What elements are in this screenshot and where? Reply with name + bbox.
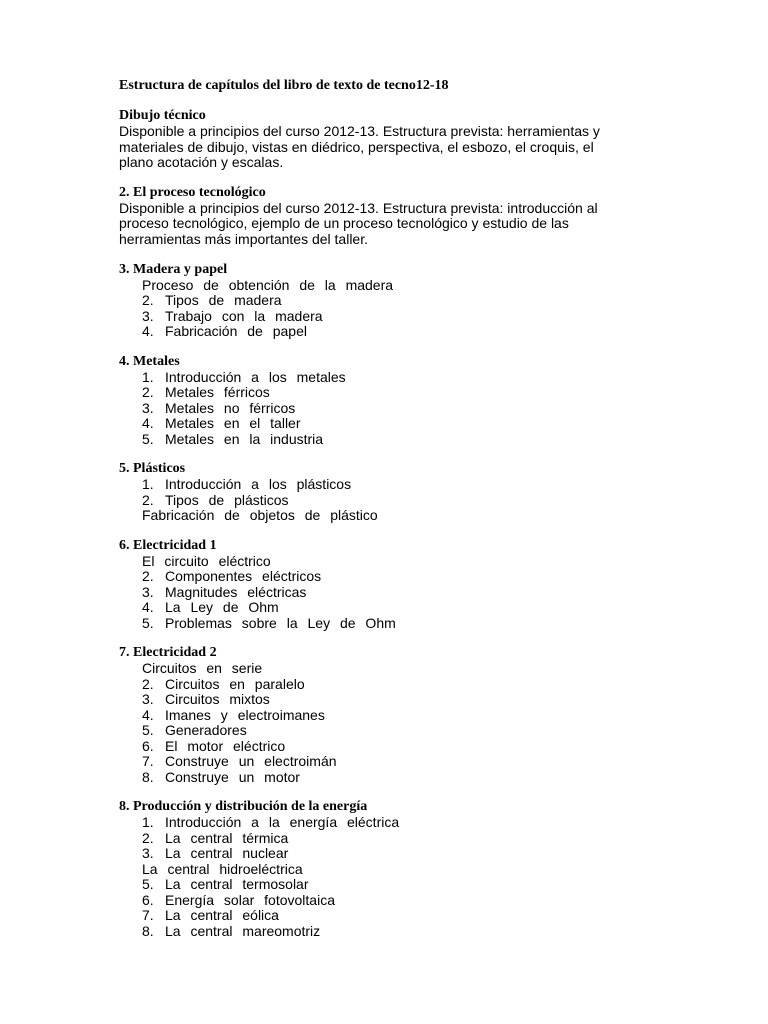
list-item	[119, 600, 679, 616]
list-item-text: Generadores	[165, 722, 247, 739]
list-item	[119, 831, 679, 847]
list-item-number: 4.	[142, 706, 154, 723]
list-item-number: 6.	[142, 891, 154, 908]
list-item-number: 2.	[142, 491, 154, 508]
document-page	[119, 78, 679, 953]
list-item-number: 7.	[142, 753, 154, 770]
list-item	[119, 723, 679, 739]
section-heading: 4. Metales	[119, 353, 180, 369]
list-item-text: Componentes eléctricos	[165, 568, 322, 585]
list-item-text: La central mareomotriz	[165, 922, 321, 939]
list-item-text: Metales en el taller	[165, 415, 301, 432]
list-item-text: Metales no férricos	[165, 399, 296, 416]
list-item-text: La central termosolar	[165, 876, 309, 893]
list-item	[119, 846, 679, 862]
list-item-number: 2.	[142, 675, 154, 692]
list-item-number: 3.	[142, 845, 154, 862]
list-item-number: 4.	[142, 599, 154, 616]
list-item-number: 5.	[142, 876, 154, 893]
list-item-text: Circuitos en paralelo	[165, 675, 305, 692]
list-item-number: 5.	[142, 614, 154, 631]
list-item-number: 4.	[142, 323, 154, 340]
list-item	[119, 569, 679, 585]
list-item-text: Metales en la industria	[165, 430, 324, 447]
list-item-number: 3.	[142, 691, 154, 708]
section	[119, 185, 679, 248]
list-item	[119, 708, 679, 724]
section-list	[119, 554, 679, 632]
list-item-text: Fabricación de objetos de plástico	[142, 507, 378, 524]
list-item	[119, 754, 679, 770]
list-item-text: La central térmica	[165, 829, 289, 846]
section-heading: 2. El proceso tecnológico	[119, 184, 266, 200]
list-item-number: 7.	[142, 907, 154, 924]
list-item-number: 2.	[142, 829, 154, 846]
list-item-number: 8.	[142, 922, 154, 939]
list-item-text: Energía solar fotovoltaica	[165, 891, 335, 908]
list-item-number: 6.	[142, 737, 154, 754]
list-item	[119, 692, 679, 708]
section	[119, 461, 679, 524]
list-item-text: Problemas sobre la Ley de Ohm	[165, 614, 396, 631]
list-item	[119, 585, 679, 601]
list-item	[119, 554, 679, 570]
list-item-number: 2.	[142, 568, 154, 585]
section	[119, 108, 679, 171]
list-item	[119, 815, 679, 831]
list-item	[119, 477, 679, 493]
list-item-text: La central nuclear	[165, 845, 289, 862]
list-item-text: El circuito eléctrico	[142, 552, 271, 569]
list-item	[119, 401, 679, 417]
section-list	[119, 815, 679, 939]
section-paragraph: Disponible a principios del curso 2012-13. Estructura prevista: herramientas y materiales de dibujo, vistas en diédrico, perspectiva, el esbozo, el croquis, el plano acotación y escalas.	[119, 123, 600, 171]
list-item-text: Proceso de obtención de la madera	[142, 276, 394, 293]
section-list	[119, 477, 679, 524]
list-item-number: 3.	[142, 399, 154, 416]
list-item	[119, 309, 679, 325]
list-item	[119, 677, 679, 693]
section	[119, 354, 679, 448]
section-list	[119, 278, 679, 340]
list-item-number: 2.	[142, 292, 154, 309]
list-item-text: Introducción a la energía eléctrica	[165, 814, 400, 831]
list-item-text: Metales férricos	[165, 384, 270, 401]
list-item	[119, 370, 679, 386]
list-item	[119, 661, 679, 677]
list-item-text: Tipos de madera	[165, 292, 282, 309]
section	[119, 799, 679, 939]
list-item-text: La Ley de Ohm	[165, 599, 279, 616]
list-item-number: 2.	[142, 384, 154, 401]
list-item-text: Tipos de plásticos	[165, 491, 289, 508]
list-item	[119, 770, 679, 786]
section-list	[119, 370, 679, 448]
section-heading: 8. Producción y distribución de la energía	[119, 799, 368, 815]
list-item-text: Imanes y electroimanes	[165, 706, 325, 723]
list-item-number: 5.	[142, 430, 154, 447]
list-item-text: La central eólica	[165, 907, 279, 924]
list-item-text: La central hidroeléctrica	[142, 860, 303, 877]
list-item-text: El motor eléctrico	[165, 737, 286, 754]
list-item	[119, 416, 679, 432]
list-item-text: Introducción a los metales	[165, 368, 346, 385]
list-item	[119, 385, 679, 401]
list-item	[119, 278, 679, 294]
list-item-number: 3.	[142, 583, 154, 600]
section-heading: 6. Electricidad 1	[119, 537, 217, 553]
list-item	[119, 293, 679, 309]
section-list	[119, 661, 679, 785]
section	[119, 262, 679, 340]
list-item-number: 1.	[142, 368, 154, 385]
list-item	[119, 862, 679, 878]
section-heading: 3. Madera y papel	[119, 261, 228, 277]
list-item-number: 8.	[142, 768, 154, 785]
list-item	[119, 493, 679, 509]
list-item	[119, 432, 679, 448]
list-item	[119, 924, 679, 940]
list-item-number: 1.	[142, 476, 154, 493]
list-item	[119, 616, 679, 632]
document-title: Estructura de capítulos del libro de texto de tecno12-18	[119, 78, 449, 93]
list-item-text: Circuitos en serie	[142, 660, 263, 677]
list-item-number: 5.	[142, 722, 154, 739]
list-item	[119, 893, 679, 909]
list-item-number: 3.	[142, 307, 154, 324]
section-paragraph: Disponible a principios del curso 2012-13. Estructura prevista: introducción al proceso tecnológico, ejemplo de un proceso tecnológico y estudio de las herramientas más importantes del taller.	[119, 199, 598, 247]
list-item	[119, 324, 679, 340]
list-item	[119, 739, 679, 755]
list-item-text: Construye un electroimán	[165, 753, 337, 770]
list-item	[119, 508, 679, 524]
list-item	[119, 877, 679, 893]
list-item-text: Trabajo con la madera	[165, 307, 323, 324]
list-item-text: Introducción a los plásticos	[165, 476, 352, 493]
section-heading: 5. Plásticos	[119, 461, 186, 477]
list-item-text: Construye un motor	[165, 768, 300, 785]
list-item	[119, 908, 679, 924]
list-item-text: Circuitos mixtos	[165, 691, 270, 708]
list-item-text: Magnitudes eléctricas	[165, 583, 307, 600]
section	[119, 538, 679, 632]
list-item-number: 4.	[142, 415, 154, 432]
section-heading: Dibujo técnico	[119, 108, 206, 123]
sections-container	[119, 108, 679, 939]
list-item-number: 1.	[142, 814, 154, 831]
section-heading: 7. Electricidad 2	[119, 645, 217, 661]
list-item-text: Fabricación de papel	[165, 323, 307, 340]
section	[119, 645, 679, 785]
